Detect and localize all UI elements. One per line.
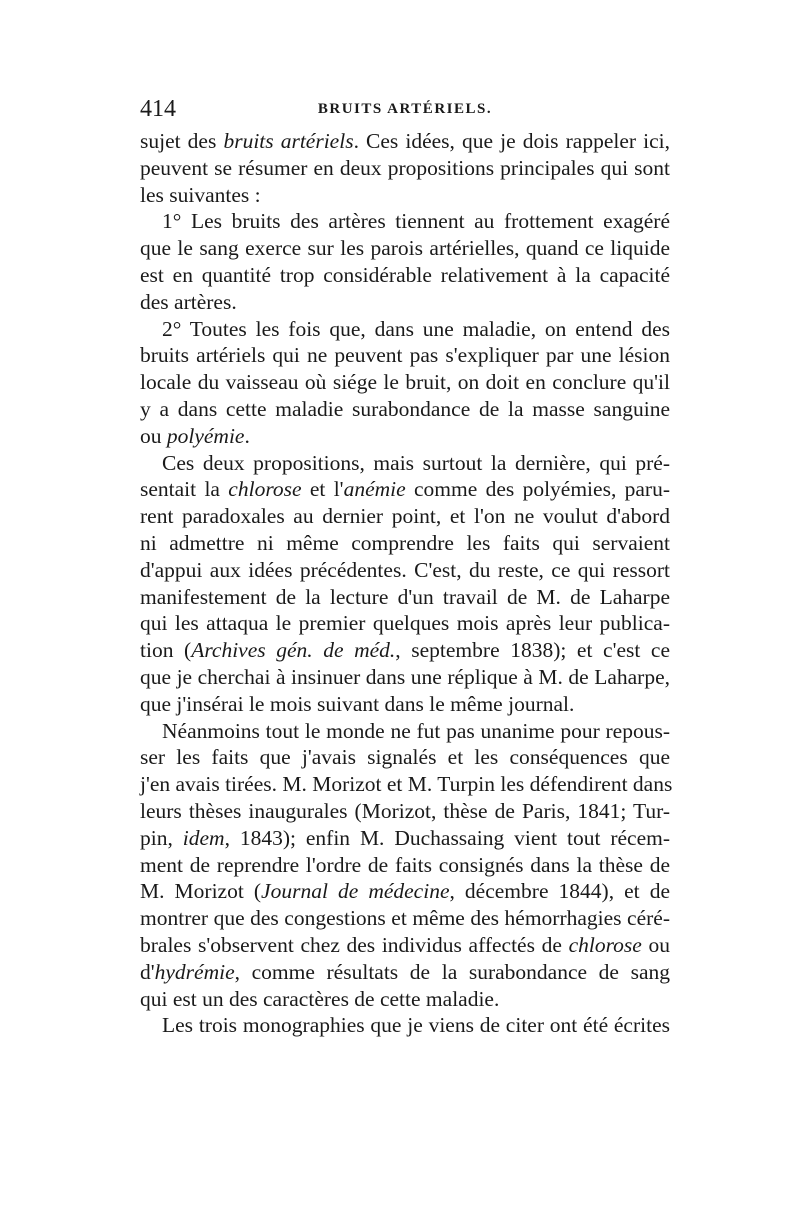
italic-term: Journal de médecine <box>261 879 450 904</box>
text-line <box>140 610 670 637</box>
text-run: tion ( <box>140 638 192 663</box>
text-line <box>140 905 670 932</box>
text-line <box>140 959 670 986</box>
text-line <box>140 691 670 718</box>
text-line <box>140 262 670 289</box>
text-run: Néanmoins tout le monde ne fut pas unanime pour repous- <box>162 718 670 743</box>
text-line <box>140 718 670 745</box>
text-line <box>140 637 670 664</box>
text-run: peuvent se résumer en deux propositions principales qui sont <box>140 155 670 180</box>
text-run: y a dans cette maladie surabondance de la masse sanguine <box>140 396 670 421</box>
italic-term: Archives gén. de méd. <box>191 638 396 663</box>
text-line <box>140 476 670 503</box>
text-line <box>140 1012 670 1039</box>
text-run: rent paradoxales au dernier point, et l'on ne voulut d'abord <box>140 504 670 529</box>
text-run: comme des polyémies, paru- <box>405 477 670 502</box>
text-run: sentait la <box>140 477 220 502</box>
text-run: pin, <box>140 825 173 850</box>
text-run: j'en avais tirées. M. Morizot et M. Turpin les défendirent dans <box>140 772 673 797</box>
italic-term: hydrémie <box>154 959 235 984</box>
text-line <box>140 155 670 182</box>
page-header <box>140 94 670 124</box>
text-run: , 1843); enfin M. Duchassaing vient tout récem- <box>224 825 670 850</box>
text-run: sujet des <box>140 129 217 153</box>
text-run: que je cherchai à insinuer dans une réplique à M. de Laharpe, <box>140 664 670 689</box>
text-line <box>140 208 670 235</box>
text-run: que j'insérai le mois suivant dans le même journal. <box>140 691 575 716</box>
text-line <box>140 852 670 879</box>
text-line <box>140 932 670 959</box>
text-run: 1° Les bruits des artères tiennent au frottement exagéré <box>162 209 670 234</box>
italic-term: bruits artériels <box>223 129 354 153</box>
text-line <box>140 396 670 423</box>
text-run: locale du vaisseau où siége le bruit, on doit en conclure qu'il <box>140 370 670 395</box>
text-line <box>140 503 670 530</box>
text-run: , septembre 1838); et c'est ce <box>395 638 671 663</box>
text-run: et l' <box>301 477 344 502</box>
text-line <box>140 316 670 343</box>
text-run: ser les faits que j'avais signalés et les conséquences que <box>140 745 670 770</box>
text-line <box>140 342 670 369</box>
text-run: ni admettre ni même comprendre les faits qui servaient <box>140 530 670 555</box>
text-line <box>140 878 670 905</box>
text-run: d'appui aux idées précédentes. C'est, du reste, ce qui ressort <box>140 557 670 582</box>
text-run: est en quantité trop considérable relativement à la capacité <box>140 262 670 287</box>
text-run: manifestement de la lecture d'un travail de M. de Laharpe <box>140 584 670 609</box>
text-line <box>140 530 670 557</box>
text-run: , comme résultats de la surabondance de sang <box>234 959 670 984</box>
text-run: brales s'observent chez des individus affectés de <box>140 932 562 957</box>
text-run: . <box>244 423 250 448</box>
italic-term: idem <box>182 825 225 850</box>
text-run: Ces deux propositions, mais surtout la dernière, qui pré- <box>162 450 670 475</box>
text-line <box>140 771 673 798</box>
italic-term: chlorose <box>568 932 642 957</box>
text-line <box>140 744 670 771</box>
text-line <box>140 664 670 691</box>
text-run: les suivantes : <box>140 182 261 207</box>
text-run: des artères. <box>140 289 237 314</box>
text-run: , décembre 1844), et de <box>449 879 670 904</box>
italic-term: anémie <box>343 477 406 502</box>
text-line <box>140 825 670 852</box>
text-line <box>140 423 670 450</box>
text-run: montrer que des congestions et même des hémorrhagies céré- <box>140 906 670 931</box>
text-run: ou <box>641 932 671 957</box>
running-head: BRUITS ARTÉRIELS. <box>317 101 493 117</box>
text-run: ou <box>140 423 162 448</box>
text-run: . Ces idées, que je dois rappeler ici, <box>353 129 670 153</box>
text-line <box>140 289 670 316</box>
text-line <box>140 986 670 1013</box>
text-line <box>140 584 670 611</box>
text-run: leurs thèses inaugurales (Morizot, thèse de Paris, 1841; Tur- <box>140 798 670 823</box>
page-number: 414 <box>140 96 176 122</box>
text-run: que le sang exerce sur les parois artérielles, quand ce liquide <box>140 236 670 261</box>
text-line <box>140 182 670 209</box>
text-run: ment de reprendre l'ordre de faits consignés dans la thèse de <box>140 852 670 877</box>
text-line <box>140 128 670 155</box>
italic-term: polyémie <box>166 423 245 448</box>
text-run: qui les attaqua le premier quelques mois après leur publica- <box>140 611 670 636</box>
text-run: bruits artériels qui ne peuvent pas s'expliquer par une lésion <box>140 343 670 368</box>
text-line <box>140 369 670 396</box>
text-run: d' <box>140 959 155 984</box>
italic-term: chlorose <box>228 477 302 502</box>
body-text <box>140 128 673 1039</box>
text-line <box>140 557 670 584</box>
text-run: M. Morizot ( <box>140 879 262 904</box>
text-run: Les trois monographies que je viens de citer ont été écrites <box>162 1013 670 1038</box>
text-line <box>140 235 670 262</box>
text-run: qui est un des caractères de cette maladie. <box>140 986 500 1011</box>
text-line <box>140 798 670 825</box>
text-run: 2° Toutes les fois que, dans une maladie, on entend des <box>162 316 670 341</box>
text-line <box>140 450 670 477</box>
